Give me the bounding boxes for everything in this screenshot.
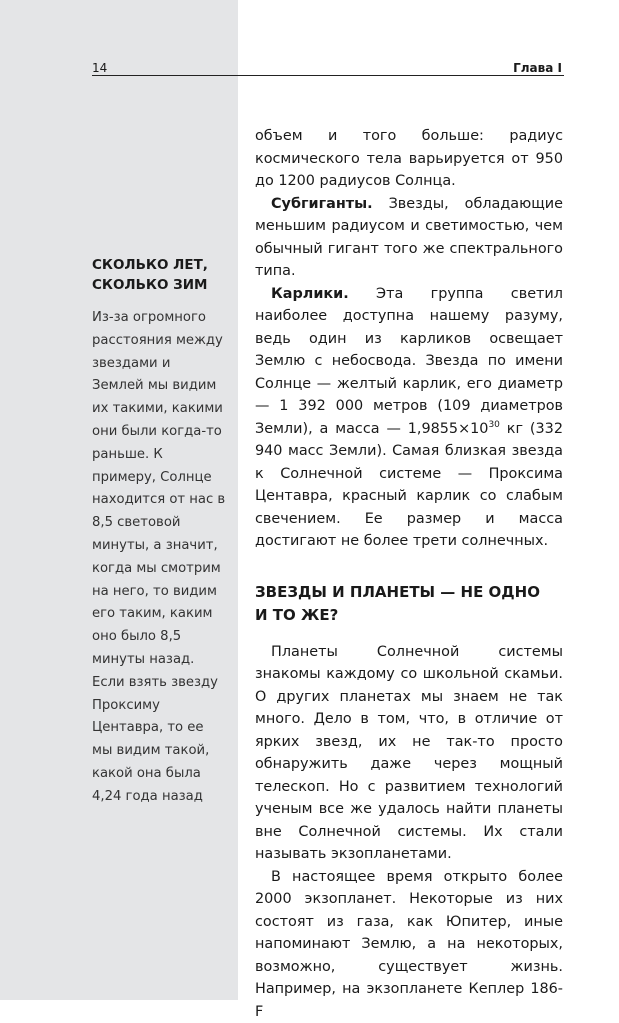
section-title-line: И ТО ЖЕ? (255, 604, 563, 627)
chapter-title: Глава I (513, 58, 562, 78)
paragraph-text: Звезды, обладающие меньшим радиусом и светимостью, чем обычный гигант того же спектрального типа. (255, 196, 563, 280)
paragraph (255, 193, 563, 283)
page-number: 14 (92, 58, 107, 78)
paragraph (255, 283, 563, 553)
sidebar-title-line: СКОЛЬКО ЛЕТ, (92, 255, 226, 275)
sidebar-title-line: СКОЛЬКО ЗИМ (92, 275, 226, 295)
sidebar-text: Из-за огромного расстояния между звездами и Землей мы видим их такими, какими они были когда-то раньше. К примеру, Солнце находится от нас в 8,5 световой минуты, а значит, когда мы смотрим на него, то видим его таким, каким оно было 8,5 минуты назад. Если взять звезду Проксиму Центавра, то ее мы видим такой, какой она была 4,24 года назад (92, 307, 226, 809)
section-title-line: ЗВЕЗДЫ И ПЛАНЕТЫ — НЕ ОДНО (255, 581, 563, 604)
section-title (255, 581, 563, 627)
exponent: 30 (488, 420, 499, 430)
paragraph: В настоящее время открыто более 2000 экзопланет. Некоторые из них состоят из газа, как Юпитер, иные напоминают Землю, а на некоторых, возможно, существует жизнь. Например, на экзопланете Кеплер 186-F (255, 866, 563, 1023)
paragraph-text: Эта группа светил наиболее доступна нашему разуму, ведь один из карликов освещает Землю с небосвода. Звезда по имени Солнце — желтый карлик, его диаметр — 1 392 000 метров (109 диаметров Земли), а масса — 1,9855×10 (255, 286, 563, 437)
header-divider (92, 75, 564, 76)
term: Карлики. (271, 286, 349, 302)
term: Субгиганты. (271, 196, 373, 212)
sidebar-note (92, 255, 226, 809)
paragraph: Планеты Солнечной системы знакомы каждому со школьной скамьи. О других планетах мы знаем не так много. Дело в том, что, в отличие от ярких звезд, их не так-то просто обнаружить даже через мощный телескоп. Но с развитием технологий ученым все же удалось найти планеты вне Солнечной системы. Их стали называть экзопланетами. (255, 641, 563, 866)
sidebar-title (92, 255, 226, 295)
paragraph: объем и того больше: радиус космического тела варьируется от 950 до 1200 радиусов Солнца. (255, 125, 563, 193)
main-text-column (255, 125, 563, 1023)
paragraph-text: кг (332 940 масс Земли). Самая близкая звезда к Солнечной системе — Проксима Центавра, красный карлик со слабым свечением. Ее размер и масса достигают не более трети солнечных. (255, 421, 563, 550)
